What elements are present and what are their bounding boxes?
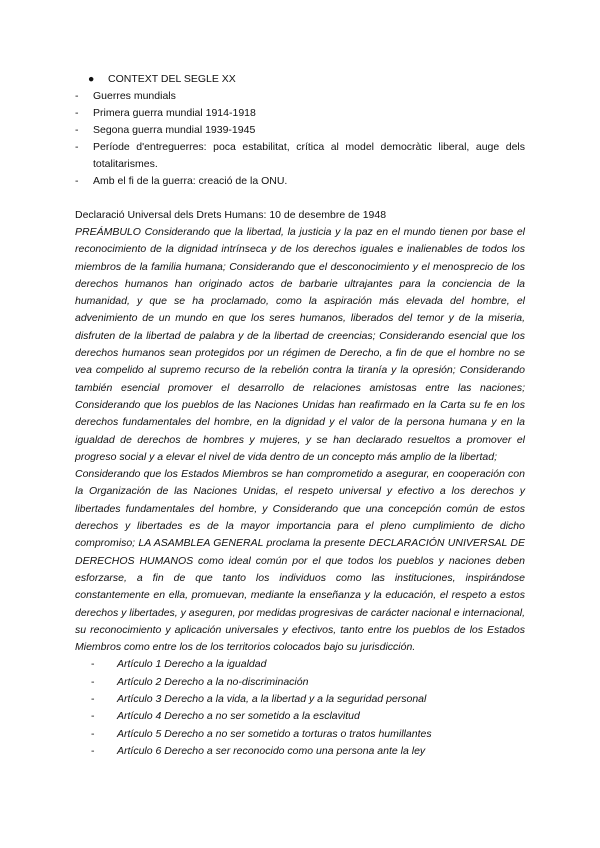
dash-mark: - [91,675,95,688]
dash-mark: - [91,744,95,757]
article-text: Artículo 1 Derecho a la igualdad [117,658,267,671]
bullet-icon: ● [88,73,95,85]
list-item [75,139,525,173]
article-item [91,691,525,708]
context-title: CONTEXT DEL SEGLE XX [108,73,236,85]
dash-mark: - [91,693,95,706]
article-text: Artículo 5 Derecho a no ser sometido a torturas o tratos humillantes [117,727,432,740]
article-item [91,726,525,743]
context-heading [75,70,525,88]
list-item-text: Primera guerra mundial 1914-1918 [93,107,256,119]
articles-list [75,656,525,760]
list-item [75,173,525,190]
list-item-text: Període d'entreguerres: poca estabilitat, crítica al model democràtic liberal, auge dels totalitarismes. [93,141,525,170]
list-item [75,105,525,122]
list-item-text: Guerres mundials [93,90,176,102]
list-item [75,122,525,139]
preamble-paragraph: PREÁMBULO Considerando que la libertad, la justicia y la paz en el mundo tienen por base el reconocimiento de la dignidad intrínseca y de los derechos iguales e inalienables de todos los miembros de la familia humana; Considerando que el desconocimiento y el menosprecio de los derechos humanos han originado actos de barbarie ultrajantes para la conciencia de la humanidad, y que se ha proclamado, como la aspiración más elevada del hombre, el advenimiento de un mundo en que los seres humanos, liberados del temor y de la miseria, disfruten de la libertad de palabra y de la libertad de creencias; Considerando esencial que los derechos humanos sean protegidos por un régimen de Derecho, a fin de que el hombre no se vea compelido al supremo recurso de la rebelión contra la tiranía y la opresión; Considerando también esencial promover el desarrollo de relaciones amistosas entre las naciones; Considerando que los pueblos de las Naciones Unidas han reafirmado en la Carta su fe en los derechos fundamentales del hombre, en la dignidad y el valor de la persona humana y en la igualdad de derechos de hombres y mujeres, y se han declarado resueltos a promover el progreso social y a elevar el nivel de vida dentro de un concepto más amplio de la libertad; [75,226,525,463]
article-item [91,708,525,725]
proclamation-paragraph: Considerando que los Estados Miembros se han comprometido a asegurar, en cooperación con la Organización de las Naciones Unidas, el respeto universal y efectivo a los derechos y libertades fundamentales del hombre, y Considerando que una concepción común de estos derechos y libertades es de la mayor importancia para el pleno cumplimiento de dicho compromiso; LA ASAMBLEA GENERAL proclama la presente DECLARACIÓN UNIVERSAL DE DERECHOS HUMANOS como ideal común por el que todos los pueblos y naciones deben esforzarse, a fin de que tanto los individuos como las instituciones, inspirándose constantemente en ella, promuevan, mediante la enseñanza y la educación, el respeto a estos derechos y libertades, y aseguren, por medidas progresivas de carácter nacional e internacional, su reconocimiento y aplicación universales y efectivos, tanto entre los pueblos de los Estados Miembros como entre los de los territorios colocados bajo su jurisdicción. [75,468,526,654]
context-list [75,88,525,190]
article-text: Artículo 2 Derecho a la no-discriminación [117,675,309,688]
list-item [75,88,525,105]
article-item [91,743,525,760]
article-item [91,674,525,691]
dash-mark: - [91,710,95,723]
dash-mark: - [75,124,79,136]
dash-mark: - [91,727,95,740]
article-text: Artículo 4 Derecho a no ser sometido a la esclavitud [117,710,360,723]
list-item-text: Amb el fi de la guerra: creació de la ONU. [93,175,288,187]
article-text: Artículo 6 Derecho a ser reconocido como una persona ante la ley [117,744,426,757]
list-item-text: Segona guerra mundial 1939-1945 [93,124,256,136]
dash-mark: - [91,658,95,671]
article-item [91,656,525,673]
dash-mark: - [75,175,79,187]
dash-mark: - [75,107,79,119]
dash-mark: - [75,141,79,153]
article-text: Artículo 3 Derecho a la vida, a la libertad y a la seguridad personal [117,693,427,706]
declaration-title: Declaració Universal dels Drets Humans: 10 de desembre de 1948 [75,209,387,221]
dash-mark: - [75,90,79,102]
